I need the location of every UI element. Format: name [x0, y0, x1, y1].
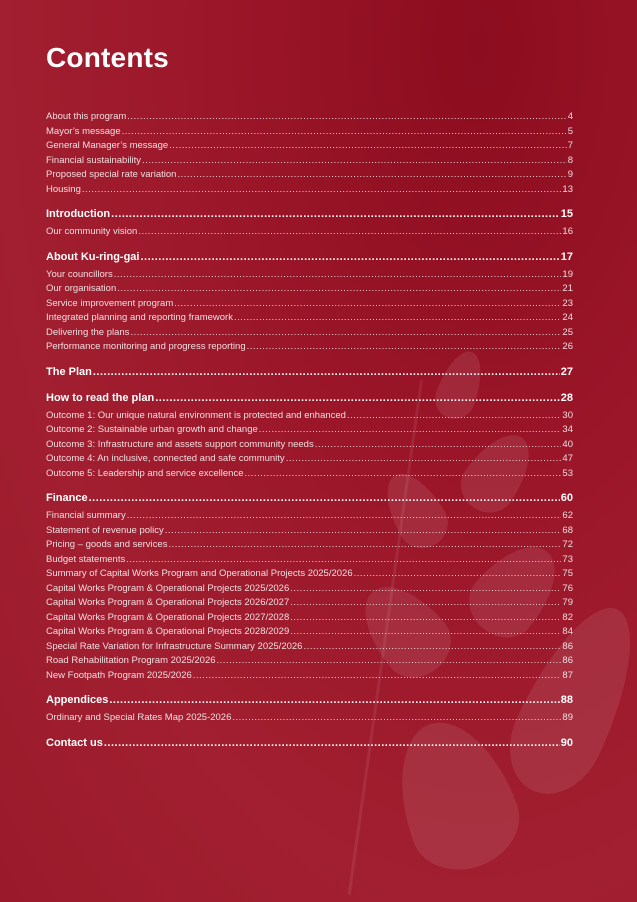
page-number: 5 — [567, 125, 573, 137]
entry-label: Mayor’s message — [46, 125, 121, 137]
dot-leader — [127, 509, 562, 524]
entry-label: Capital Works Program & Operational Projects 2026/2027 — [46, 597, 290, 608]
toc-entry[interactable] — [46, 268, 573, 283]
toc-entry[interactable] — [46, 225, 573, 240]
toc-section-heading[interactable] — [46, 389, 573, 407]
page-number: 89 — [562, 712, 573, 723]
toc-section-heading[interactable] — [46, 363, 573, 381]
toc-entry[interactable] — [46, 509, 573, 524]
dot-leader — [177, 168, 566, 183]
entry-label: Financial sustainability — [46, 154, 142, 166]
page-number: 62 — [562, 510, 573, 521]
page-number: 76 — [562, 582, 573, 594]
page-number: 90 — [560, 736, 573, 749]
page-number: 60 — [560, 492, 573, 504]
entry-label: Finance — [46, 492, 88, 504]
page-number: 21 — [562, 283, 573, 294]
toc-entry[interactable] — [46, 669, 573, 684]
page-number: 16 — [562, 226, 573, 237]
page-number: 24 — [562, 312, 573, 323]
toc-entry[interactable] — [46, 596, 573, 611]
dot-leader — [347, 409, 561, 424]
dot-leader — [114, 268, 562, 283]
page-number: 73 — [562, 553, 573, 565]
dot-leader — [126, 553, 561, 568]
page-number: 86 — [562, 655, 573, 666]
dot-leader — [168, 538, 561, 553]
dot-leader — [290, 625, 561, 640]
page-number: 28 — [560, 391, 573, 404]
dot-leader — [140, 248, 559, 266]
entry-label: Proposed special rate variation — [46, 169, 177, 180]
page-number: 25 — [562, 326, 573, 338]
toc-entry[interactable] — [46, 311, 573, 326]
entry-label: About Ku-ring-gai — [46, 250, 140, 263]
entry-label: Integrated planning and reporting framework — [46, 312, 233, 323]
dot-leader — [130, 326, 561, 341]
toc-entry[interactable] — [46, 625, 573, 640]
toc-entry[interactable] — [46, 154, 573, 169]
entry-label: Outcome 3: Infrastructure and assets support community needs — [46, 438, 314, 450]
page-number: 27 — [560, 365, 573, 378]
dot-leader — [169, 139, 567, 154]
toc-section-heading[interactable] — [46, 205, 573, 223]
toc-entry[interactable] — [46, 452, 573, 467]
dot-leader — [111, 205, 560, 223]
page-number: 19 — [562, 268, 573, 280]
entry-label: Summary of Capital Works Program and Operational Projects 2025/2026 — [46, 568, 353, 579]
dot-leader — [290, 596, 561, 611]
toc-entry[interactable] — [46, 567, 573, 582]
toc-entry[interactable] — [46, 139, 573, 154]
entry-label: Capital Works Program & Operational Projects 2025/2026 — [46, 582, 290, 594]
entry-label: General Manager’s message — [46, 140, 169, 151]
dot-leader — [93, 363, 560, 381]
page-number: 86 — [562, 640, 573, 652]
entry-label: Pricing – goods and services — [46, 539, 168, 550]
entry-label: Special Rate Variation for Infrastructure Summary 2025/2026 — [46, 640, 303, 652]
entry-label: Performance monitoring and progress reporting — [46, 341, 246, 352]
toc-entry[interactable] — [46, 611, 573, 626]
dot-leader — [117, 282, 561, 297]
dot-leader — [89, 489, 560, 507]
toc-entry[interactable] — [46, 282, 573, 297]
page-number: 26 — [562, 341, 573, 352]
entry-label: Contact us — [46, 736, 103, 749]
entry-label: Delivering the plans — [46, 326, 130, 338]
entry-label: Budget statements — [46, 553, 126, 565]
page-number: 7 — [567, 140, 573, 151]
page-number: 75 — [562, 568, 573, 579]
toc-entry[interactable] — [46, 582, 573, 597]
dot-leader — [234, 311, 561, 326]
dot-leader — [122, 125, 567, 140]
dot-leader — [104, 734, 560, 752]
entry-label: Capital Works Program & Operational Projects 2028/2029 — [46, 626, 290, 637]
page-number: 87 — [562, 669, 573, 681]
page-number: 13 — [562, 183, 573, 195]
dot-leader — [247, 340, 562, 355]
dot-leader — [142, 154, 567, 169]
entry-label: The Plan — [46, 365, 92, 378]
page-number: 30 — [562, 409, 573, 421]
dot-leader — [245, 467, 562, 482]
page-number: 9 — [567, 169, 573, 180]
dot-leader — [315, 438, 562, 453]
entry-label: Housing — [46, 183, 81, 195]
page-number: 72 — [562, 539, 573, 550]
dot-leader — [127, 110, 566, 125]
page-number: 84 — [562, 626, 573, 637]
page-number: 23 — [562, 297, 573, 309]
toc-entry[interactable] — [46, 423, 573, 438]
dot-leader — [193, 669, 562, 684]
dot-leader — [217, 654, 562, 669]
entry-label: Outcome 4: An inclusive, connected and safe community — [46, 453, 285, 464]
page-title: Contents — [46, 42, 169, 73]
entry-label: Outcome 1: Our unique natural environment is protected and enhanced — [46, 409, 346, 421]
page-number: 47 — [562, 453, 573, 464]
entry-label: New Footpath Program 2025/2026 — [46, 669, 192, 681]
entry-label: Your councillors — [46, 268, 113, 280]
entry-label: Capital Works Program & Operational Projects 2027/2028 — [46, 611, 290, 623]
toc-entry[interactable] — [46, 438, 573, 453]
dot-leader — [82, 183, 562, 198]
page-number: 68 — [562, 524, 573, 536]
toc-entry[interactable] — [46, 538, 573, 553]
table-of-contents — [46, 110, 573, 754]
page-number: 8 — [567, 154, 573, 166]
entry-label: About this program — [46, 111, 127, 122]
page-number: 4 — [567, 111, 573, 122]
entry-label: Our community vision — [46, 226, 138, 237]
entry-label: Outcome 5: Leadership and service excellence — [46, 467, 244, 479]
entry-label: Ordinary and Special Rates Map 2025-2026 — [46, 712, 232, 723]
dot-leader — [259, 423, 562, 438]
toc-section-heading[interactable] — [46, 734, 573, 752]
toc-entry[interactable] — [46, 524, 573, 539]
dot-leader — [303, 640, 561, 655]
page-number: 53 — [562, 467, 573, 479]
toc-entry[interactable] — [46, 326, 573, 341]
dot-leader — [290, 611, 561, 626]
toc-entry[interactable] — [46, 409, 573, 424]
dot-leader — [354, 567, 562, 582]
dot-leader — [109, 691, 559, 709]
toc-entry[interactable] — [46, 125, 573, 140]
entry-label: How to read the plan — [46, 391, 155, 404]
entry-label: Road Rehabilitation Program 2025/2026 — [46, 655, 216, 666]
dot-leader — [138, 225, 561, 240]
dot-leader — [286, 452, 562, 467]
entry-label: Financial summary — [46, 510, 126, 521]
toc-section-heading[interactable] — [46, 691, 573, 709]
toc-entry[interactable] — [46, 297, 573, 312]
entry-label: Appendices — [46, 694, 109, 706]
toc-section-heading[interactable] — [46, 489, 573, 507]
toc-entry[interactable] — [46, 711, 573, 726]
page-number: 34 — [562, 424, 573, 435]
page-number: 79 — [562, 597, 573, 608]
page-number: 17 — [560, 250, 573, 263]
entry-label: Our organisation — [46, 283, 117, 294]
toc-entry[interactable] — [46, 340, 573, 355]
page-number: 40 — [562, 438, 573, 450]
page-number: 82 — [562, 611, 573, 623]
toc-entry[interactable] — [46, 640, 573, 655]
dot-leader — [174, 297, 561, 312]
toc-entry[interactable] — [46, 168, 573, 183]
dot-leader — [155, 389, 560, 407]
toc-section-heading[interactable] — [46, 248, 573, 266]
toc-entry[interactable] — [46, 110, 573, 125]
dot-leader — [290, 582, 561, 597]
entry-label: Introduction — [46, 208, 111, 220]
toc-entry[interactable] — [46, 183, 573, 198]
entry-label: Outcome 2: Sustainable urban growth and change — [46, 424, 258, 435]
page-number: 88 — [560, 694, 573, 706]
entry-label: Service improvement program — [46, 297, 174, 309]
toc-entry[interactable] — [46, 553, 573, 568]
entry-label: Statement of revenue policy — [46, 524, 164, 536]
toc-entry[interactable] — [46, 467, 573, 482]
dot-leader — [232, 711, 561, 726]
toc-entry[interactable] — [46, 654, 573, 669]
page-number: 15 — [560, 208, 573, 220]
dot-leader — [165, 524, 562, 539]
